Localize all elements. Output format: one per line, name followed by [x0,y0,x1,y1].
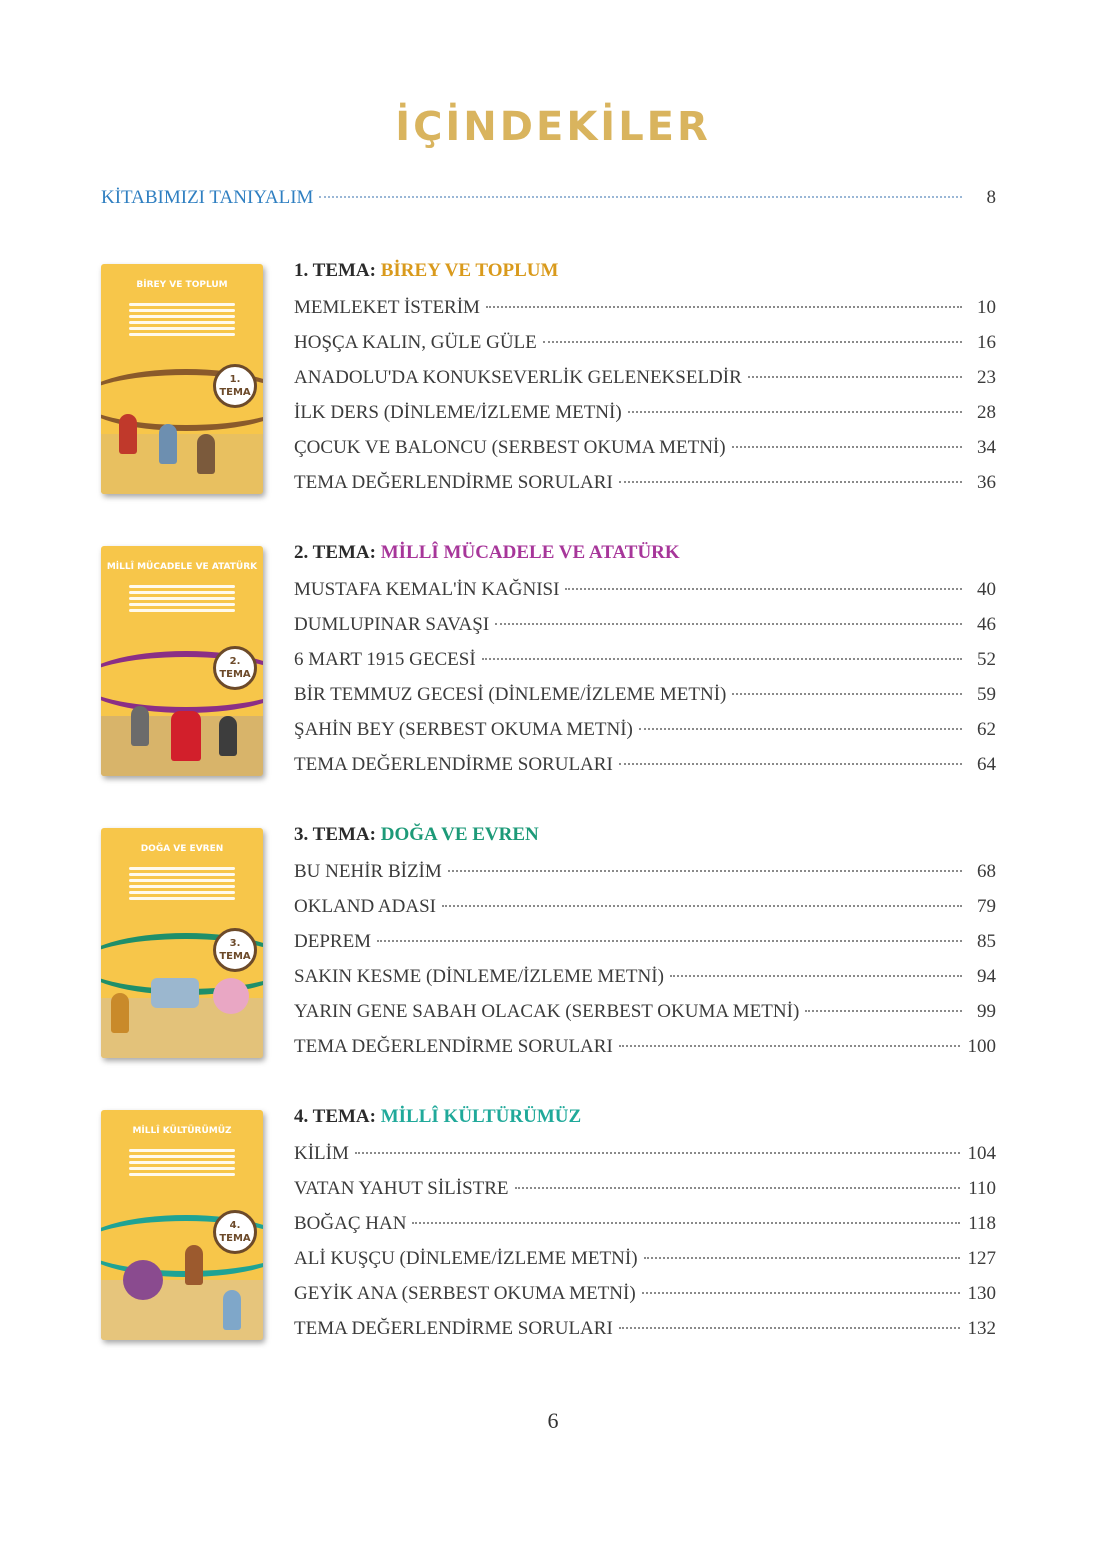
toc-entry-page: 118 [968,1213,996,1234]
cover-figure [159,424,177,464]
dot-leader [639,728,962,730]
toc-entry-page: 59 [977,684,996,705]
toc-entry-title: TEMA DEĞERLENDİRME SORULARI [294,472,613,493]
toc-entry-page: 23 [977,367,996,388]
cover-list [129,1146,235,1179]
toc-entry-title: OKLAND ADASI [294,896,436,917]
toc-entry[interactable] [294,889,996,924]
toc-entry-page: 79 [977,896,996,917]
toc-entry-title: DUMLUPINAR SAVAŞI [294,614,490,635]
toc-entry-title: YARIN GENE SABAH OLACAK (SERBEST OKUMA METNİ) [294,1001,800,1022]
cover-figure [123,1260,163,1300]
dot-leader [565,588,962,590]
toc-entry-page: 34 [977,437,996,458]
toc-entry[interactable] [294,572,996,607]
theme-heading: 3. TEMA: DOĞA VE EVREN [294,824,539,845]
toc-entry-title: ANADOLU'DA KONUKSEVERLİK GELENEKSELDİR [294,367,742,388]
dot-leader [619,763,962,765]
theme-cover-image [101,1110,263,1340]
toc-entry-page: 8 [986,187,996,208]
cover-figure [223,1290,241,1330]
cover-list [129,582,235,615]
theme-heading: 1. TEMA: BİREY VE TOPLUM [294,260,559,281]
toc-entry[interactable] [294,959,996,994]
cover-title: MİLLÎ KÜLTÜRÜMÜZ [132,1126,232,1136]
theme-heading: 2. TEMA: MİLLÎ MÜCADELE VE ATATÜRK [294,542,680,563]
toc-entry[interactable] [294,430,996,465]
toc-entry-page: 64 [977,754,996,775]
toc-entry-title: KİLİM [294,1143,349,1164]
toc-entry-page: 10 [977,297,996,318]
toc-entry-page: 62 [977,719,996,740]
cover-badge: 4. TEMA [213,1210,257,1254]
theme-cover-image [101,264,263,494]
toc-entry-title: MUSTAFA KEMAL'İN KAĞNISI [294,579,560,600]
dot-leader [482,658,962,660]
toc-entry-page: 110 [968,1178,996,1199]
dot-leader [319,196,962,198]
dot-leader [805,1010,962,1012]
toc-entry[interactable] [294,712,996,747]
toc-entry-title: SAKIN KESME (DİNLEME/İZLEME METNİ) [294,966,664,987]
dot-leader [412,1222,960,1224]
dot-leader [515,1187,961,1189]
theme-section-1 [101,252,996,502]
toc-entry[interactable] [294,1136,996,1171]
cover-figure [213,978,249,1014]
toc-entry[interactable] [294,677,996,712]
toc-entry-title: ŞAHİN BEY (SERBEST OKUMA METNİ) [294,719,633,740]
dot-leader [486,306,962,308]
toc-entry-title: TEMA DEĞERLENDİRME SORULARI [294,1036,613,1057]
theme-section-3 [101,816,996,1066]
cover-list [129,864,235,903]
cover-figure [151,978,199,1008]
dot-leader [377,940,962,942]
toc-entry[interactable] [294,465,996,500]
toc-entry[interactable] [294,1311,996,1346]
theme-cover-image [101,828,263,1058]
cover-figure [185,1245,203,1285]
dot-leader [495,623,962,625]
toc-entry[interactable] [294,325,996,360]
toc-entry[interactable] [294,1241,996,1276]
toc-entry-page: 100 [967,1036,996,1057]
toc-entry[interactable] [294,290,996,325]
dot-leader [644,1257,960,1259]
toc-entry[interactable] [294,395,996,430]
toc-entry-page: 85 [977,931,996,952]
toc-entry-page: 104 [967,1143,996,1164]
toc-entry-title: GEYİK ANA (SERBEST OKUMA METNİ) [294,1283,636,1304]
toc-entry[interactable] [294,1029,996,1064]
dot-leader [732,693,962,695]
dot-leader [448,870,962,872]
toc-entry[interactable] [294,1276,996,1311]
dot-leader [732,446,962,448]
cover-title: BİREY VE TOPLUM [136,280,228,290]
toc-entry-title: KİTABIMIZI TANIYALIM [101,187,314,208]
toc-entry-title: İLK DERS (DİNLEME/İZLEME METNİ) [294,402,622,423]
toc-entry[interactable] [294,994,996,1029]
dot-leader [543,341,962,343]
toc-entry[interactable] [294,1206,996,1241]
cover-badge: 2. TEMA [213,646,257,690]
cover-figure [219,716,237,756]
cover-title: MİLLÎ MÜCADELE VE ATATÜRK [106,562,258,572]
dot-leader [748,376,962,378]
toc-entry-title: BOĞAÇ HAN [294,1213,407,1234]
toc-entry-title: ÇOCUK VE BALONCU (SERBEST OKUMA METNİ) [294,437,726,458]
toc-entry-page: 94 [977,966,996,987]
cover-figure [119,414,137,454]
toc-entry-page: 40 [977,579,996,600]
toc-entry-page: 127 [967,1248,996,1269]
toc-entry-page: 52 [977,649,996,670]
dot-leader [355,1152,960,1154]
toc-entry-page: 68 [977,861,996,882]
toc-entry-title: TEMA DEĞERLENDİRME SORULARI [294,754,613,775]
toc-entry-title: MEMLEKET İSTERİM [294,297,480,318]
toc-entry-title: BU NEHİR BİZİM [294,861,442,882]
toc-entry-page: 99 [977,1001,996,1022]
toc-entry-intro[interactable] [101,180,996,215]
page-title: İÇİNDEKİLER [395,104,711,150]
toc-entry-title: VATAN YAHUT SİLİSTRE [294,1178,509,1199]
toc-entry-page: 130 [967,1283,996,1304]
toc-entry-title: DEPREM [294,931,372,952]
dot-leader [619,1327,960,1329]
toc-entry-title: TEMA DEĞERLENDİRME SORULARI [294,1318,613,1339]
toc-entry[interactable] [294,924,996,959]
toc-entry-title: ALİ KUŞÇU (DİNLEME/İZLEME METNİ) [294,1248,638,1269]
toc-entry[interactable] [294,854,996,889]
theme-heading: 4. TEMA: MİLLÎ KÜLTÜRÜMÜZ [294,1106,582,1127]
toc-entry[interactable] [294,642,996,677]
toc-entry-title: 6 MART 1915 GECESİ [294,649,476,670]
theme-cover-image [101,546,263,776]
page-number: 6 [547,1408,559,1433]
toc-entry-title: BİR TEMMUZ GECESİ (DİNLEME/İZLEME METNİ) [294,684,727,705]
cover-title: DOĞA VE EVREN [140,844,224,854]
cover-figure [171,711,201,761]
theme-section-4 [101,1098,996,1348]
toc-entry-page: 16 [977,332,996,353]
cover-badge: 3. TEMA [213,928,257,972]
dot-leader [619,1045,960,1047]
toc-entry[interactable] [294,607,996,642]
toc-entry-page: 28 [977,402,996,423]
dot-leader [642,1292,960,1294]
theme-section-2 [101,534,996,784]
cover-figure [111,993,129,1033]
dot-leader [670,975,962,977]
cover-badge: 1. TEMA [213,364,257,408]
toc-entry-page: 36 [977,472,996,493]
dot-leader [619,481,962,483]
toc-entry[interactable] [294,747,996,782]
toc-entry[interactable] [294,360,996,395]
dot-leader [442,905,962,907]
toc-entry-title: HOŞÇA KALIN, GÜLE GÜLE [294,332,537,353]
toc-entry-page: 132 [967,1318,996,1339]
cover-list [129,300,235,339]
cover-figure [131,706,149,746]
toc-entry-page: 46 [977,614,996,635]
toc-entry[interactable] [294,1171,996,1206]
cover-figure [197,434,215,474]
dot-leader [628,411,962,413]
